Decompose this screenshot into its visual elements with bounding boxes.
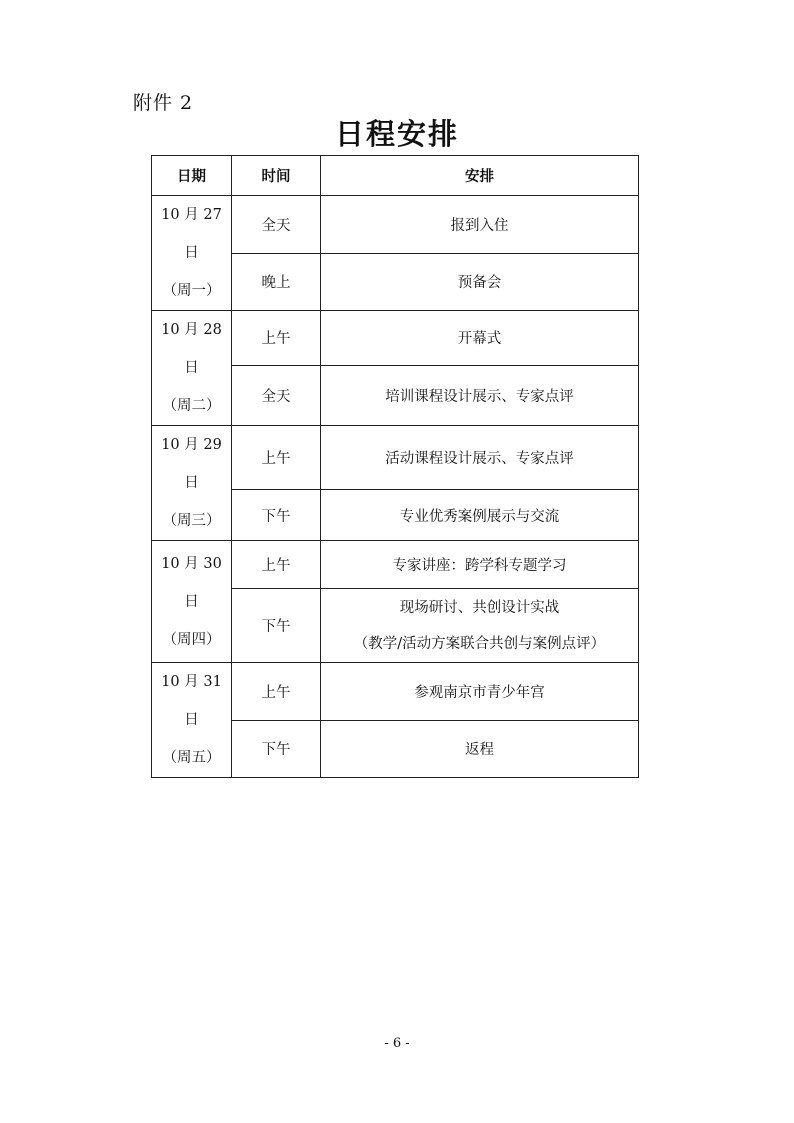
activity-cell: 报到入住 xyxy=(321,196,639,254)
table-row xyxy=(152,663,639,721)
activity-cell: 参观南京市青少年宫 xyxy=(321,663,639,721)
activity-cell: 活动课程设计展示、专家点评 xyxy=(321,426,639,490)
header-date: 日期 xyxy=(152,156,232,196)
time-cell: 上午 xyxy=(232,541,321,589)
table-row xyxy=(152,426,639,490)
activity-cell xyxy=(321,589,639,663)
date-text: 10 月 29 日 xyxy=(161,437,222,491)
table-row xyxy=(152,196,639,254)
schedule-table xyxy=(151,155,639,778)
activity-note-text: （教学/活动方案联合共创与案例点评） xyxy=(353,635,606,652)
time-cell: 上午 xyxy=(232,663,321,721)
activity-cell: 返程 xyxy=(321,720,639,778)
date-text: 10 月 27 日 xyxy=(161,207,222,261)
attachment-label: 附件 2 xyxy=(133,92,194,114)
date-cell xyxy=(152,311,232,426)
activity-cell: 开幕式 xyxy=(321,311,639,366)
activity-cell: 专家讲座：跨学科专题学习 xyxy=(321,541,639,589)
page-title: 日程安排 xyxy=(334,117,459,151)
time-cell: 下午 xyxy=(232,490,321,541)
time-cell: 上午 xyxy=(232,311,321,366)
weekday-text: （周二） xyxy=(162,398,221,414)
date-cell xyxy=(152,196,232,311)
time-cell: 全天 xyxy=(232,365,321,425)
time-cell: 全天 xyxy=(232,196,321,254)
time-cell: 下午 xyxy=(232,720,321,778)
time-cell: 上午 xyxy=(232,426,321,490)
date-cell xyxy=(152,541,232,663)
table-header-row xyxy=(152,156,639,196)
time-cell: 下午 xyxy=(232,589,321,663)
activity-main-text: 现场研讨、共创设计实战 xyxy=(399,599,560,616)
date-cell xyxy=(152,663,232,778)
weekday-text: （周五） xyxy=(162,750,221,766)
time-cell: 晚上 xyxy=(232,253,321,311)
header-arrangement: 安排 xyxy=(321,156,639,196)
table-row xyxy=(152,311,639,366)
activity-cell: 培训课程设计展示、专家点评 xyxy=(321,365,639,425)
activity-cell: 专业优秀案例展示与交流 xyxy=(321,490,639,541)
date-text: 10 月 28 日 xyxy=(161,322,222,376)
weekday-text: （周一） xyxy=(162,283,221,299)
header-time: 时间 xyxy=(232,156,321,196)
table-row xyxy=(152,541,639,589)
date-cell xyxy=(152,426,232,541)
date-text: 10 月 31 日 xyxy=(161,674,222,728)
activity-cell: 预备会 xyxy=(321,253,639,311)
page-number: - 6 - xyxy=(384,1036,410,1051)
weekday-text: （周三） xyxy=(162,513,221,529)
weekday-text: （周四） xyxy=(162,631,221,648)
date-text: 10 月 30 日 xyxy=(161,555,222,610)
